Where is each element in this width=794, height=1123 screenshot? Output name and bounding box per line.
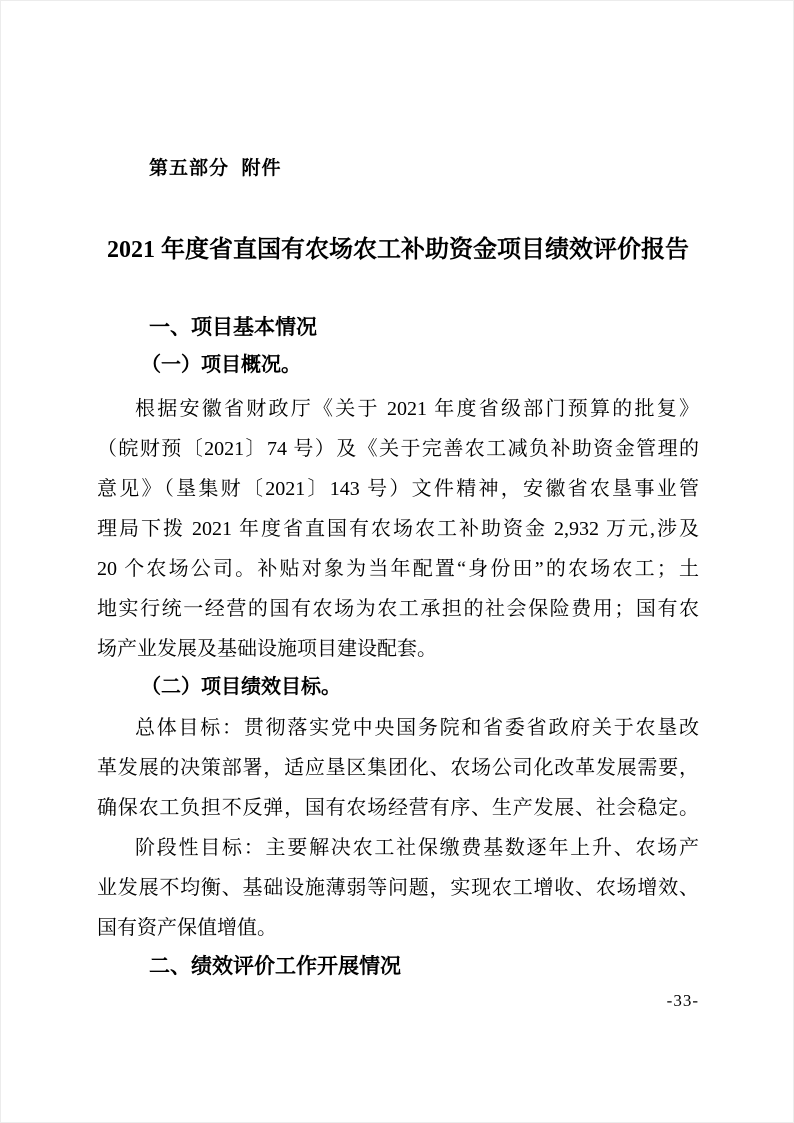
- heading-project-overview: （一）项目概况。: [141, 354, 301, 376]
- paragraph-line: 业发展不均衡、基础设施薄弱等问题，实现农工增收、农场增效、: [97, 877, 699, 899]
- heading-performance-goals: （二）项目绩效目标。: [141, 676, 341, 698]
- paragraph-line: （皖财预〔2021〕74 号）及《关于完善农工减负补助资金管理的: [97, 438, 699, 460]
- paragraph-line: 20 个农场公司。补贴对象为当年配置“身份田”的农场农工；土: [97, 558, 699, 580]
- heading-evaluation-work: 二、绩效评价工作开展情况: [149, 955, 401, 978]
- paragraph-line: 确保农工负担不反弹，国有农场经营有序、生产发展、社会稳定。: [97, 797, 699, 819]
- paragraph-line: 意见》（垦集财〔2021〕143 号）文件精神，安徽省农垦事业管: [97, 478, 699, 500]
- paragraph-line: 阶段性目标：主要解决农工社保缴费基数逐年上升、农场产: [135, 837, 699, 859]
- page-number: -33-: [666, 991, 699, 1010]
- paragraph-line: 革发展的决策部署，适应垦区集团化、农场公司化改革发展需要，: [97, 757, 699, 779]
- paragraph-line: 总体目标：贯彻落实党中央国务院和省委省政府关于农垦改: [135, 717, 699, 739]
- paragraph-line: 根据安徽省财政厅《关于 2021 年度省级部门预算的批复》: [135, 398, 699, 420]
- heading-basic-situation: 一、项目基本情况: [149, 316, 317, 339]
- paragraph-line: 理局下拨 2021 年度省直国有农场农工补助资金 2,932 万元,涉及: [97, 518, 699, 540]
- paragraph-line: 国有资产保值增值。: [97, 917, 277, 939]
- section-label: 第五部分 附件: [149, 158, 282, 179]
- document-title: 2021 年度省直国有农场农工补助资金项目绩效评价报告: [107, 237, 689, 263]
- paragraph-line: 地实行统一经营的国有农场为农工承担的社会保险费用；国有农: [97, 598, 699, 620]
- paragraph-line: 场产业发展及基础设施项目建设配套。: [97, 638, 437, 660]
